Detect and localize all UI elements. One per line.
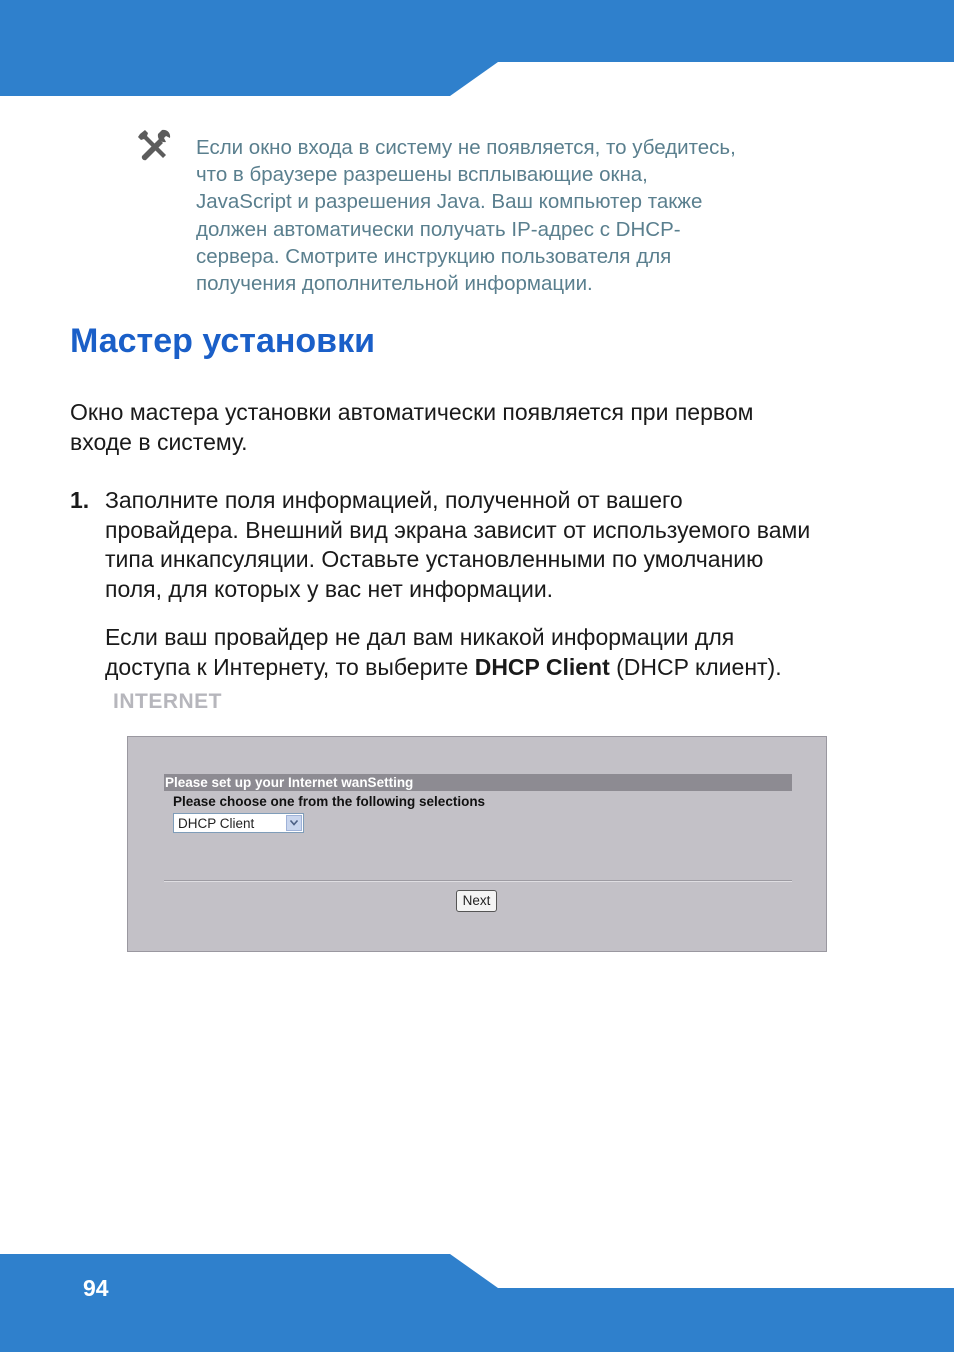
divider <box>164 880 792 882</box>
next-button[interactable]: Next <box>456 890 497 912</box>
step-line: провайдера. Внешний вид экрана зависит от используемого вами <box>105 516 811 543</box>
dhcp-client-emphasis: DHCP Client <box>474 653 610 680</box>
intro-paragraph <box>70 398 890 457</box>
section-title: Мастер установки <box>70 322 375 360</box>
step-line: типа инкапсуляции. Оставьте установленными по умолчанию <box>105 546 764 572</box>
note-line: сервера. Смотрите инструкцию пользователя для <box>196 244 672 268</box>
note-line: должен автоматически получать IP-адрес с DHCP- <box>196 217 681 241</box>
step-number: 1. <box>70 487 90 513</box>
note-line: JavaScript и разрешения Java. Ваш компьютер также <box>196 190 703 214</box>
chevron-down-icon[interactable] <box>286 815 302 831</box>
tools-icon <box>136 128 174 162</box>
header-band <box>0 0 954 100</box>
intro-line: Окно мастера установки автоматически появляется при первом <box>70 399 754 425</box>
note-text <box>196 134 836 297</box>
setting-bar: Please set up your Internet wanSetting <box>164 774 792 791</box>
choose-label: Please choose one from the following selections <box>173 794 486 809</box>
footer-band <box>0 1250 954 1352</box>
step-line: поля, для которых у вас нет информации. <box>105 575 554 602</box>
text-after: (DHCP клиент). <box>609 653 782 680</box>
step-1-text <box>105 486 925 604</box>
note-line: Если окно входа в систему не появляется, то убедитесь, <box>196 136 736 159</box>
step-extra-line <box>105 653 925 683</box>
step-1-extra-text <box>105 623 925 682</box>
step-line: Заполните поля информацией, полученной от вашего <box>105 487 683 513</box>
connection-type-select[interactable] <box>173 813 304 833</box>
step-extra-line: Если ваш провайдер не дал вам никакой информации для <box>105 624 735 650</box>
internet-heading: INTERNET <box>113 690 222 713</box>
wan-setting-panel <box>127 736 827 952</box>
note-line: получения дополнительной информации. <box>196 272 593 296</box>
note-line: что в браузере разрешены всплывающие окна, <box>196 163 648 187</box>
select-value: DHCP Client <box>178 816 255 831</box>
page-number: 94 <box>83 1275 109 1301</box>
text-before: доступа к Интернету, то выберите <box>105 653 475 680</box>
internet-screenshot <box>106 686 832 958</box>
intro-line: входе в систему. <box>70 428 248 455</box>
